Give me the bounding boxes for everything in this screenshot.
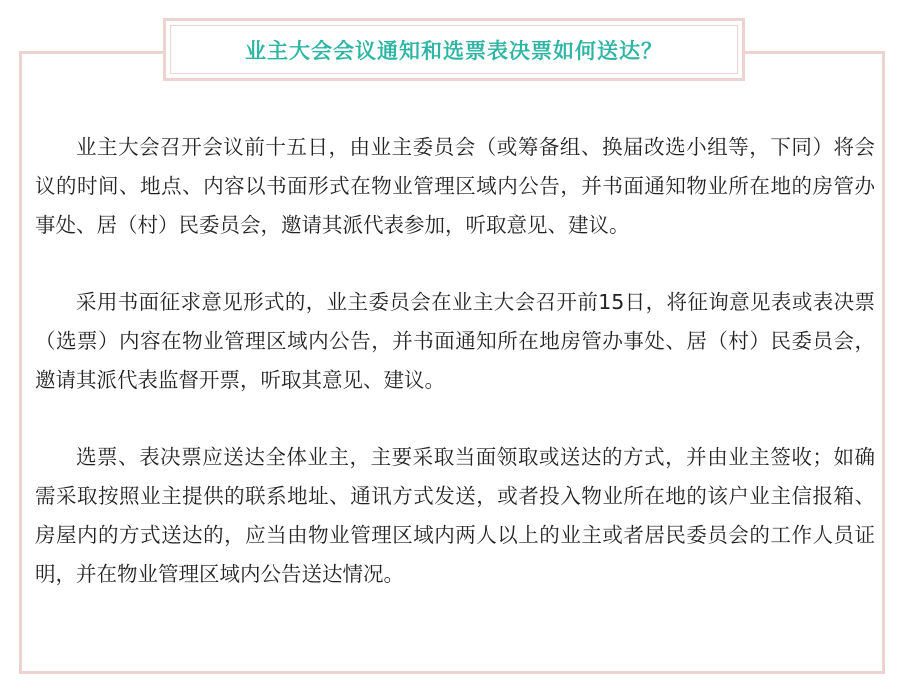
- paragraph-notice: 业主大会召开会议前十五日，由业主委员会（或筹备组、换届改选小组等，下同）将会议的时间、地点、内容以书面形式在物业管理区域内公告，并书面通知物业所在地的房管办事处、居（村）民委员会，邀请其派代表参加，听取意见、建议。: [35, 135, 875, 237]
- article-body: [35, 128, 875, 594]
- page-title: 业主大会会议通知和选票表决票如何送达？: [245, 38, 663, 63]
- title-inner-border: [170, 25, 738, 74]
- title-box: [163, 18, 745, 81]
- paragraph-ballot-delivery: 选票、表决票应送达全体业主，主要采取当面领取或送达的方式，并由业主签收；如确需采取按照业主提供的联系地址、通讯方式发送，或者投入物业所在地的该户业主信报箱、房屋内的方式送达的，应当由物业管理区域内两人以上的业主或者居民委员会的工作人员证明，并在物业管理区域内公告送达情况。: [35, 445, 875, 586]
- paragraph-written-opinion: 采用书面征求意见形式的，业主委员会在业主大会召开前15日，将征询意见表或表决票（选票）内容在物业管理区域内公告，并书面通知所在地房管办事处、居（村）民委员会，邀请其派代表监督开票，听取其意见、建议。: [35, 290, 875, 392]
